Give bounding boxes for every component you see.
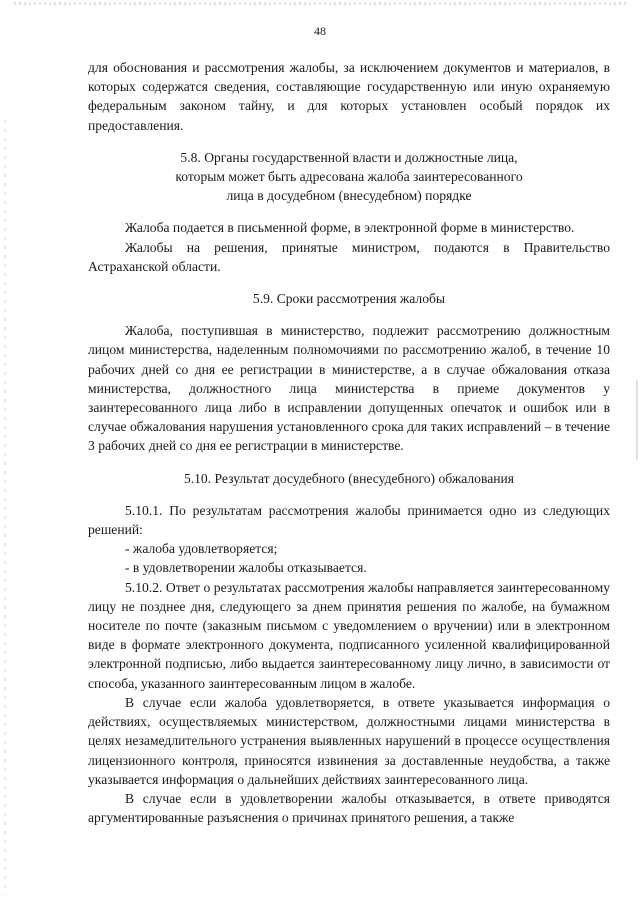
heading-line: лица в досудебном (внесудебном) порядке	[226, 188, 472, 204]
document-body	[88, 58, 610, 827]
paragraph-continuation: для обоснования и рассмотрения жалобы, за исключением документов и материалов, в которых содержатся сведения, составляющие государственную или иную охраняемую федеральным законом тайну, и для которых установлен особый порядок их предоставления.	[88, 60, 610, 133]
list-item: - в удовлетворении жалобы отказывается.	[125, 560, 367, 576]
paragraph: 5.10.2. Ответ о результатах рассмотрения жалобы направляется заинтересованному лицу не позднее дня, следующего за днем принятия решения по жалобе, на бумажном носителе по почте (заказным письмом с уведомлением о вручении) или в электронном виде в формате электронного документа, подписанного усиленной квалифицированной электронной подписью, либо выдается заинтересованному лицу лично, в зависимости от способа, указанного заинтересованным лицом в жалобе.	[88, 579, 610, 691]
section-heading-5-8	[88, 148, 610, 206]
paragraph: 5.10.1. По результатам рассмотрения жалобы принимается одно из следующих решений:	[88, 502, 610, 538]
scan-artifact-right	[636, 380, 638, 460]
section-heading-5-9: 5.9. Сроки рассмотрения жалобы	[252, 291, 446, 307]
paragraph: Жалоба подается в письменной форме, в электронной форме в министерство.	[125, 220, 575, 236]
paragraph: Жалоба, поступившая в министерство, подлежит рассмотрению должностным лицом министерства, наделенным полномочиями по рассмотрению жалоб, в течение 10 рабочих дней со дня ее регистрации в министерстве, а в случае обжалования отказа министерства, должностного лица министерства в приеме документов у заинтересованного лица либо в исправлении допущенных опечаток и ошибок или в случае обжалования нарушения установленного срока для таких исправлений – в течение 3 рабочих дней со дня ее регистрации в министерстве.	[88, 323, 610, 454]
heading-line: которым может быть адресована жалоба заинтересованного	[175, 169, 523, 185]
paragraph: Жалобы на решения, принятые министром, подаются в Правительство Астраханской области.	[88, 239, 610, 274]
paragraph: В случае если жалоба удовлетворяется, в ответе указывается информация о действиях, осуществляемых министерством, должностными лицами министерства в целях незамедлительного устранения выявленных нарушений в процессе осуществления лицензионного контроля, приносятся извинения за доставленные неудобства, а также указывается информация о дальнейших действиях заинтересованного лица.	[88, 694, 610, 787]
heading-line: 5.8. Органы государственной власти и должностные лица,	[180, 149, 518, 165]
list-item: - жалоба удовлетворяется;	[125, 541, 278, 557]
paragraph: В случае если в удовлетворении жалобы отказывается, в ответе приводятся аргументированные разъяснения о причинах принятого решения, а также	[88, 790, 610, 826]
section-heading-5-10: 5.10. Результат досудебного (внесудебного) обжалования	[183, 470, 515, 486]
scan-artifact-top	[14, 2, 626, 5]
page-number: 48	[314, 24, 326, 38]
scan-artifact-left	[4, 120, 6, 895]
